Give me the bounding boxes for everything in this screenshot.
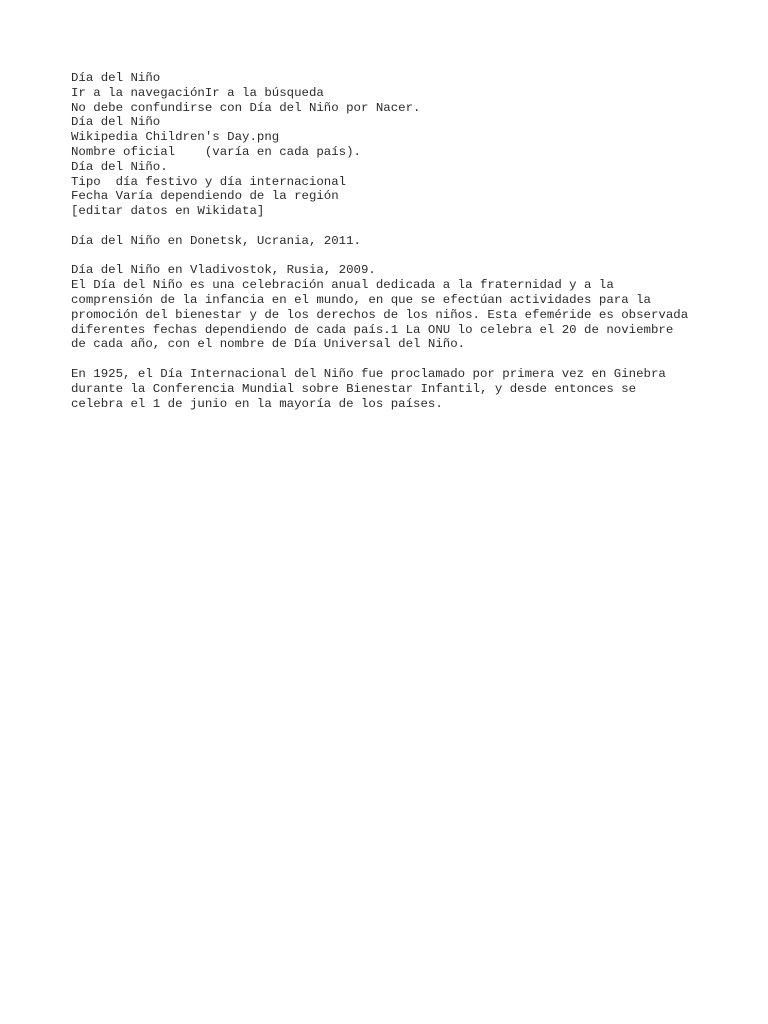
paragraph-1-line: promoción del bienestar y de los derechos de los niños. Esta efeméride es observada	[71, 307, 689, 322]
edit-wikidata-link[interactable]: [editar datos en Wikidata]	[71, 204, 265, 219]
spacer	[71, 219, 731, 234]
paragraph-1-line: El Día del Niño es una celebración anual dedicada a la fraternidad y a la	[71, 278, 614, 293]
infobox-title: Día del Niño	[71, 115, 161, 130]
spacer	[71, 249, 731, 264]
infobox-official-name: Nombre oficial (varía en cada país).	[71, 144, 361, 159]
spacer	[71, 352, 731, 367]
paragraph-2-line: En 1925, el Día Internacional del Niño fue proclamado por primera vez en Ginebra	[71, 366, 666, 381]
infobox-image-filename: Wikipedia Children's Day.png	[71, 130, 280, 145]
disambiguation-note: No debe confundirse con Día del Niño por Nacer.	[71, 100, 421, 115]
infobox-name-value: Día del Niño.	[71, 159, 168, 174]
infobox-date: Fecha Varía dependiendo de la región	[71, 189, 339, 204]
infobox-type: Tipo día festivo y día internacional	[71, 174, 347, 189]
article-title: Día del Niño	[71, 71, 161, 85]
document-page	[71, 71, 731, 411]
paragraph-1-line: de cada año, con el nombre de Día Universal del Niño.	[71, 337, 466, 352]
paragraph-2-line: celebra el 1 de junio en la mayoría de los países.	[71, 396, 443, 411]
paragraph-1-line: comprensión de la infancia en el mundo, en que se efectúan actividades para la	[71, 292, 651, 307]
image-caption-vladivostok: Día del Niño en Vladivostok, Rusia, 2009.	[71, 263, 376, 278]
image-caption-donetsk: Día del Niño en Donetsk, Ucrania, 2011.	[71, 233, 361, 248]
skip-links[interactable]: Ir a la navegaciónIr a la búsqueda	[71, 85, 324, 100]
paragraph-1-line: diferentes fechas dependiendo de cada país.1 La ONU lo celebra el 20 de noviembre	[71, 322, 674, 337]
paragraph-2-line: durante la Conferencia Mundial sobre Bienestar Infantil, y desde entonces se	[71, 381, 637, 396]
